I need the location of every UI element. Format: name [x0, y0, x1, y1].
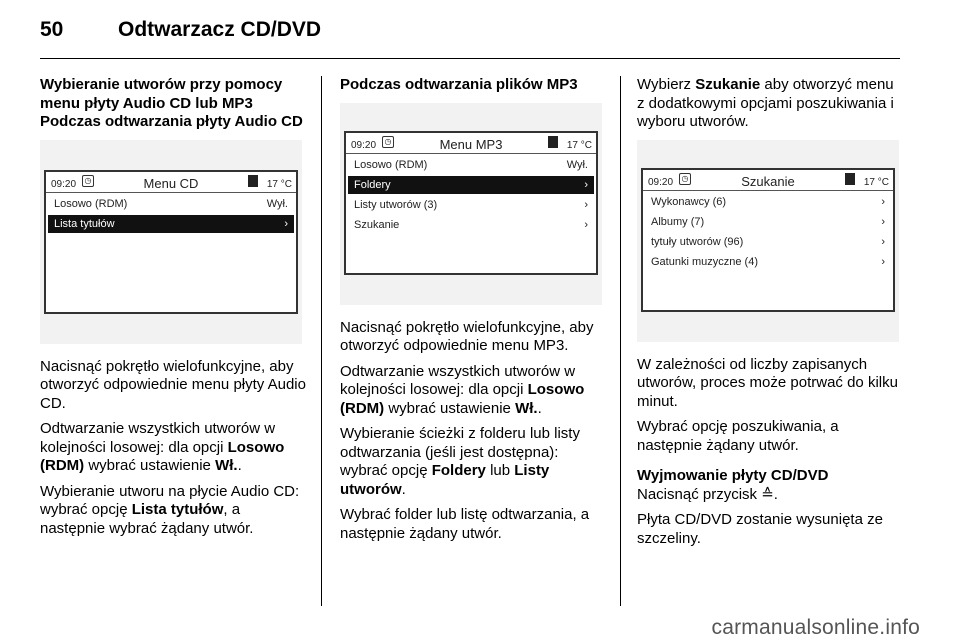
screen: [641, 168, 895, 312]
thermometer-icon: [548, 136, 558, 148]
chevron-right-icon: ›: [284, 217, 288, 230]
menu-row-random: [348, 156, 594, 174]
screen-title: Menu MP3: [439, 136, 503, 152]
screen: [344, 131, 598, 275]
section-heading: Wyjmowanie płyty CD/DVD: [637, 467, 829, 484]
screen-time: 09:20: [648, 176, 674, 188]
menu-row-value: Wył.: [266, 197, 288, 210]
subsection-heading: Podczas odtwarzania plików MP3: [340, 76, 578, 93]
menu-row-label: Szukanie: [354, 218, 400, 231]
screen-title: Szukanie: [741, 173, 795, 189]
menu-row-value: Wył.: [566, 158, 588, 171]
chevron-right-icon: ›: [881, 255, 885, 268]
column-1: [40, 76, 308, 545]
screen-header: [346, 133, 596, 154]
page-title: Odtwarzacz CD/DVD: [118, 18, 322, 41]
menu-row-genres: [645, 253, 891, 271]
screen-time: 09:20: [351, 139, 377, 151]
subsection-heading: Podczas odtwarzania płyty Audio CD: [40, 113, 303, 130]
display-illustration-cd: [40, 140, 302, 344]
chevron-right-icon: ›: [584, 178, 588, 191]
screen-header: [46, 172, 296, 193]
menu-row-label: tytuły utworów (96): [651, 235, 744, 248]
paragraph: Wybrać opcję poszukiwania, a następnie żądany utwór.: [637, 418, 839, 454]
header-rule: [40, 58, 900, 59]
paragraph: Wybrać folder lub listę odtwarzania, a następnie żądany utwór.: [340, 506, 590, 542]
menu-row-label: Gatunki muzyczne (4): [651, 255, 758, 268]
paragraph: Odtwarzanie wszystkich utworów w kolejności losowej: dla opcji Losowo (RDM) wybrać ustawienie Wł..: [340, 362, 585, 417]
column-divider: [620, 76, 621, 606]
menu-row-label: Listy utworów (3): [354, 198, 438, 211]
display-illustration-mp3: [340, 103, 602, 305]
menu-row-label: Lista tytułów: [54, 217, 115, 230]
menu-row-label: Losowo (RDM): [354, 158, 428, 171]
page-number: 50: [40, 18, 64, 41]
thermometer-icon: [248, 175, 258, 187]
menu-row-albums: [645, 213, 891, 231]
screen-header: [643, 170, 893, 191]
paragraph: Odtwarzanie wszystkich utworów w kolejności losowej: dla opcji Losowo (RDM) wybrać ustawienie Wł..: [40, 420, 285, 474]
menu-row-label: Albumy (7): [651, 215, 705, 228]
eject-icon: ≙: [761, 485, 774, 503]
watermark: carmanualsonline.info: [711, 616, 920, 639]
paragraph: Nacisnąć przycisk ≙.: [637, 485, 778, 503]
paragraph: Wybieranie ścieżki z folderu lub listy odtwarzania (jeśli jest dostępna): wybrać opcję Foldery lub Listy utworów.: [340, 425, 580, 498]
screen-temperature: 17 °C: [266, 178, 292, 190]
clock-icon: ◷: [82, 175, 94, 187]
chevron-right-icon: ›: [584, 198, 588, 211]
menu-row-label: Foldery: [354, 178, 391, 191]
paragraph: Nacisnąć pokrętło wielofunkcyjne, aby otworzyć odpowiednie menu MP3.: [340, 318, 594, 354]
column-3: [637, 76, 905, 555]
screen-temperature: 17 °C: [566, 139, 592, 151]
chevron-right-icon: ›: [584, 218, 588, 231]
paragraph: W zależności od liczby zapisanych utworów, proces może potrwać do kilku minut.: [637, 355, 898, 410]
paragraph: Wybierz Szukanie aby otworzyć menu z dodatkowymi opcjami poszukiwania i wyboru utworów.: [637, 76, 894, 130]
menu-row-search: [348, 216, 594, 234]
paragraph: Nacisnąć pokrętło wielofunkcyjne, aby otworzyć odpowiednie menu płyty Audio CD.: [40, 357, 306, 412]
menu-row-label: Losowo (RDM): [54, 197, 128, 210]
screen: [44, 170, 298, 314]
section-heading: Wybieranie utworów przy pomocy menu płyty Audio CD lub MP3: [40, 76, 283, 112]
menu-row-playlists: [348, 196, 594, 214]
menu-row-folders: [348, 176, 594, 194]
paragraph: Płyta CD/DVD zostanie wysunięta ze szczeliny.: [637, 511, 883, 547]
paragraph: Wybieranie utworu na płycie Audio CD: wybrać opcję Lista tytułów, a następnie wybrać żądany utwór.: [40, 482, 300, 537]
display-illustration-search: [637, 140, 899, 342]
menu-row-random: [48, 195, 294, 213]
column-divider: [321, 76, 322, 606]
screen-title: Menu CD: [143, 175, 199, 191]
chevron-right-icon: ›: [881, 215, 885, 228]
column-2: [340, 76, 608, 550]
menu-row-label: Wykonawcy (6): [651, 195, 727, 208]
menu-row-title-list: [48, 215, 294, 233]
clock-icon: ◷: [382, 136, 394, 148]
chevron-right-icon: ›: [881, 235, 885, 248]
clock-icon: ◷: [679, 173, 691, 185]
chevron-right-icon: ›: [881, 195, 885, 208]
thermometer-icon: [845, 173, 855, 185]
menu-row-titles: [645, 233, 891, 251]
screen-temperature: 17 °C: [863, 176, 889, 188]
screen-time: 09:20: [51, 178, 77, 190]
menu-row-artists: [645, 193, 891, 211]
